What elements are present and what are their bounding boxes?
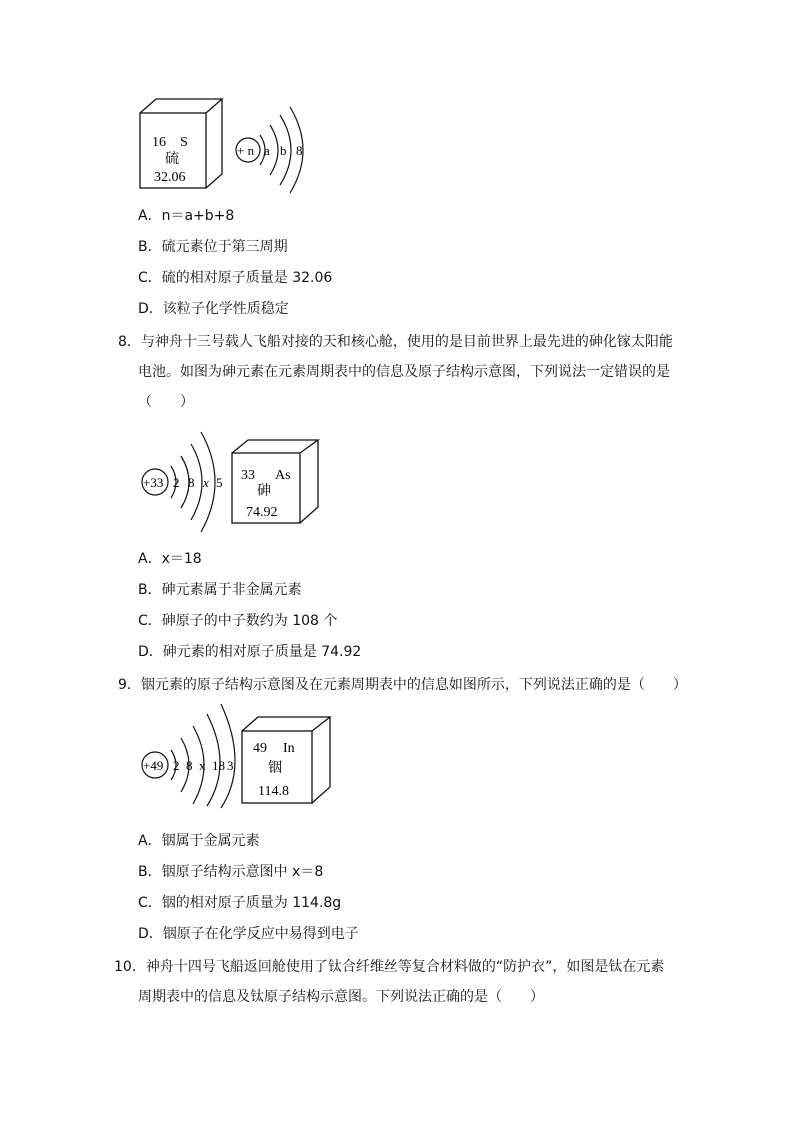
indium-shell-2: 8: [186, 758, 193, 773]
q9-option-a: A．铟属于金属元素: [138, 833, 260, 849]
q7-option-d: D．该粒子化学性质稳定: [138, 301, 289, 317]
arsenic-symbol: As: [275, 468, 291, 483]
q7-option-c: C．硫的相对原子质量是 32.06: [138, 270, 333, 286]
sulfur-atomic-number: 16: [152, 135, 166, 150]
arsenic-atomic-mass: 74.92: [246, 505, 278, 520]
arsenic-figure: [135, 420, 335, 535]
indium-figure: [135, 700, 340, 810]
sulfur-shell-3: 8: [296, 143, 303, 158]
indium-name: 铟: [268, 761, 282, 776]
q10-stem-line-2: 周期表中的信息及钛原子结构示意图。下列说法正确的是（ ）: [138, 989, 544, 1005]
indium-shell-4: 18: [212, 758, 225, 773]
indium-electron-shells: [171, 704, 235, 808]
arsenic-atomic-number: 33: [241, 468, 255, 483]
indium-nucleus-charge: +49: [143, 758, 164, 773]
q9-option-b: B．铟原子结构示意图中 x＝8: [138, 864, 324, 880]
sulfur-shell-1: a: [264, 143, 270, 158]
q9-option-c: C．铟的相对原子质量为 114.8g: [138, 895, 342, 911]
sulfur-name: 硫: [165, 152, 179, 167]
q7-option-a: A．n＝a+b+8: [138, 208, 235, 224]
q10-stem-line-1: 10．神舟十四号飞船返回舱使用了钛合纤维丝等复合材料做的“防护衣”，如图是钛在元素: [114, 959, 665, 975]
sulfur-nucleus-charge: + n: [237, 143, 255, 158]
sulfur-shell-2: b: [280, 143, 287, 158]
arsenic-shell-3: x: [203, 475, 209, 490]
arsenic-nucleus-charge: +33: [143, 475, 164, 490]
indium-shell-5: 3: [227, 758, 234, 773]
arsenic-shell-2: 8: [188, 475, 195, 490]
indium-shell-1: 2: [173, 758, 180, 773]
q8-stem-line-1: 8．与神舟十三号载人飞船对接的天和核心舱，使用的是目前世界上最先进的砷化镓太阳能: [118, 334, 673, 350]
q8-option-d: D．砷元素的相对原子质量是 74.92: [138, 644, 362, 660]
q8-option-a: A．x＝18: [138, 551, 202, 567]
q8-option-c: C．砷原子的中子数约为 108 个: [138, 613, 338, 629]
q9-option-d: D．铟原子在化学反应中易得到电子: [138, 926, 359, 942]
sulfur-symbol: S: [180, 135, 188, 150]
indium-atomic-number: 49: [253, 741, 267, 756]
q7-option-b: B．硫元素位于第三周期: [138, 239, 288, 255]
indium-symbol: In: [283, 741, 295, 756]
q8-stem-line-3: （ ）: [138, 394, 194, 410]
sulfur-atomic-mass: 32.06: [154, 170, 186, 185]
indium-atomic-mass: 114.8: [258, 784, 289, 799]
q9-stem-line-1: 9．铟元素的原子结构示意图及在元素周期表中的信息如图所示，下列说法正确的是（ ）: [118, 677, 687, 693]
q8-stem-line-2: 电池。如图为砷元素在元素周期表中的信息及原子结构示意图，下列说法一定错误的是: [138, 364, 670, 380]
arsenic-shell-4: 5: [216, 475, 223, 490]
sulfur-figure: [130, 95, 320, 195]
indium-shell-3: x: [199, 758, 206, 773]
arsenic-shell-1: 2: [173, 475, 180, 490]
arsenic-name: 砷: [257, 484, 271, 499]
q8-option-b: B．砷元素属于非金属元素: [138, 582, 302, 598]
